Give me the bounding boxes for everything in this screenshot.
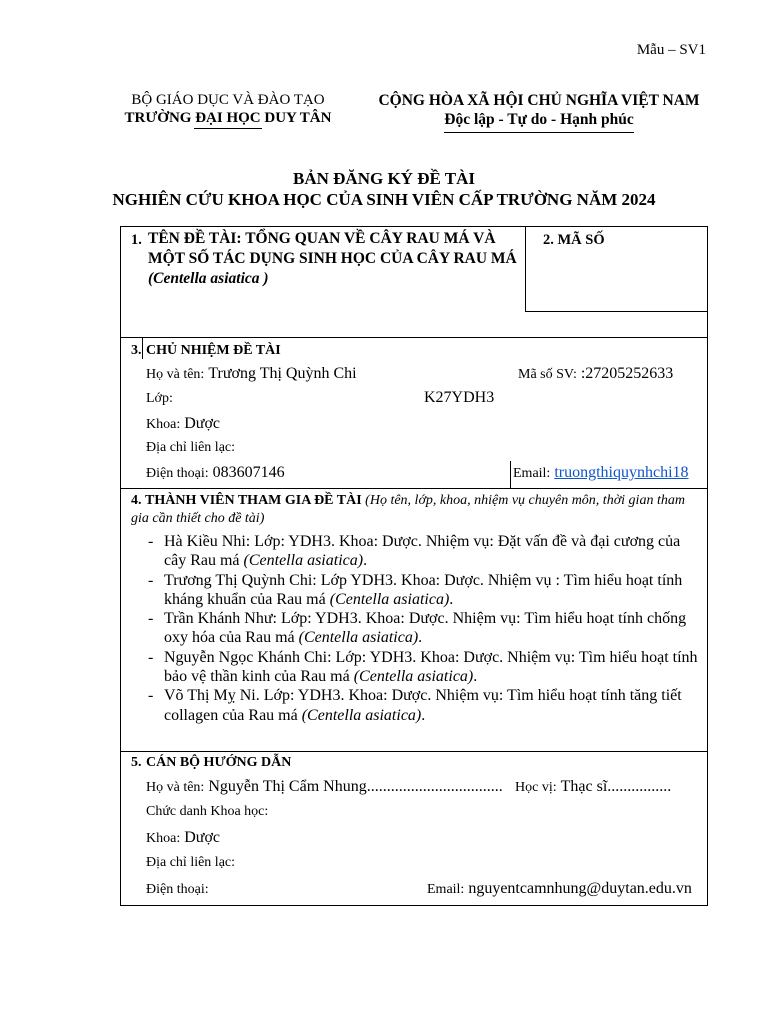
member-end: .: [473, 668, 478, 686]
advisor-degree-label: Học vị:: [515, 780, 557, 795]
advisor-address-label: Địa chỉ liên lạc:: [146, 855, 236, 870]
advisor-name-value: Nguyễn Thị Cẩm Nhung..................................: [208, 778, 503, 795]
advisor-name-label: Họ và tên:: [146, 780, 205, 795]
national-motto: Độc lập - Tự do - Hạnh phúc: [444, 111, 634, 128]
ministry-name: BỘ GIÁO DỤC VÀ ĐÀO TẠO: [131, 92, 325, 108]
topic-text: TỔNG QUAN VỀ CÂY RAU MÁ VÀ MỘT SỐ TÁC DỤNG SINH HỌC CỦA CÂY RAU MÁ: [148, 230, 517, 267]
member-text: Nguyễn Ngọc Khánh Chi: Lớp: YDH3. Khoa: Dược. Nhiệm vụ: Tìm hiểu hoạt tính bảo vệ thần kinh của Rau má: [164, 648, 698, 686]
topic-title: [148, 229, 518, 289]
member-end: .: [418, 629, 423, 647]
form-code: Mẫu – SV1: [636, 42, 706, 58]
lead-name-row: [146, 365, 357, 383]
document-title: [0, 168, 768, 210]
advisor-title-label: Chức danh Khoa học:: [146, 804, 269, 819]
section1-number: 1.: [131, 232, 142, 248]
list-item: - Hà Kiều Nhi: Lớp: YDH3. Khoa: Dược. Nhiệm vụ: Đặt vấn đề và đại cương của cây Rau má (Centella asiatica).: [148, 533, 681, 570]
section4-heading-block: [131, 492, 703, 528]
lead-name-label: Họ và tên:: [146, 367, 205, 382]
advisor-faculty-label: Khoa:: [146, 831, 181, 846]
topic-label: TÊN ĐỀ TÀI:: [148, 230, 242, 247]
lead-phone-label: Điện thoại:: [146, 466, 209, 481]
lead-faculty-row: [146, 415, 220, 433]
member-latin: (Centella asiatica): [301, 706, 422, 724]
lead-email-label: Email:: [513, 466, 551, 481]
student-id-label: Mã số SV:: [518, 367, 577, 382]
header-left: [110, 91, 346, 129]
section5-heading: CÁN BỘ HƯỚNG DẪN: [146, 755, 292, 770]
section4-number: 4.: [131, 493, 142, 508]
topic-latin-name: (Centella asiatica ): [148, 270, 269, 287]
lead-phone-row: [146, 464, 285, 482]
advisor-email-row: [427, 880, 692, 898]
list-item: - Trần Khánh Như: Lớp: YDH3. Khoa: Dược. Nhiệm vụ: Tìm hiểu hoạt tính chống oxy hóa của Rau má (Centella asiatica).: [148, 610, 687, 647]
section3-number: 3.: [131, 343, 142, 358]
member-latin: (Centella asiatica): [329, 590, 450, 608]
member-latin: (Centella asiatica): [353, 668, 474, 686]
lead-class-label: Lớp:: [146, 391, 173, 406]
member-latin: (Centella asiatica): [298, 629, 419, 647]
list-item: - Trương Thị Quỳnh Chi: Lớp YDH3. Khoa: Dược. Nhiệm vụ : Tìm hiểu hoạt tính kháng khuẩn của Rau má (Centella asiatica).: [148, 571, 683, 608]
lead-faculty-value: Dược: [184, 415, 221, 432]
title-line-1: BẢN ĐĂNG KÝ ĐỀ TÀI: [293, 169, 475, 188]
lead-phone-value: 083607146: [212, 464, 285, 481]
list-item: - Võ Thị Mỵ Ni. Lớp: YDH3. Khoa: Dược. Nhiệm vụ: Tìm hiểu hoạt tính tăng tiết collagen của Rau má (Centella asiatica).: [148, 687, 682, 724]
header-right: [364, 91, 714, 133]
lead-faculty-label: Khoa:: [146, 417, 181, 432]
lead-name-value: Trương Thị Quỳnh Chi: [208, 365, 357, 382]
advisor-degree-value: Thạc sĩ................: [560, 778, 672, 795]
lead-email-link[interactable]: truongthiquynhchi18: [554, 464, 689, 481]
student-id-value: :27205252633: [580, 365, 674, 382]
header-left-underline: [194, 128, 262, 129]
lead-student-id-row: [518, 365, 673, 383]
advisor-email-value: nguyentcamnhung@duytan.edu.vn: [468, 880, 692, 897]
advisor-phone-label: Điện thoại:: [146, 882, 209, 897]
section5-number: 5.: [131, 755, 142, 770]
advisor-degree-row: [515, 778, 671, 796]
member-text: Trương Thị Quỳnh Chi: Lớp YDH3. Khoa: Dược. Nhiệm vụ : Tìm hiểu hoạt tính kháng khuẩn của Rau má: [164, 571, 683, 608]
country-name: CỘNG HÒA XÃ HỘI CHỦ NGHĨA VIỆT NAM: [378, 92, 700, 109]
member-end: .: [363, 552, 368, 570]
lead-email-row: [513, 464, 689, 482]
lead-class-value: K27YDH3: [424, 389, 495, 406]
member-text: Trần Khánh Như: Lớp: YDH3. Khoa: Dược. Nhiệm vụ: Tìm hiểu hoạt tính chống oxy hóa của Rau má: [164, 610, 687, 647]
advisor-faculty-row: [146, 829, 220, 847]
lead-address-label: Địa chỉ liên lạc:: [146, 440, 236, 455]
code-label: 2. MÃ SỐ: [543, 232, 605, 248]
title-line-2: NGHIÊN CỨU KHOA HỌC CỦA SINH VIÊN CẤP TRƯỜNG NĂM 2024: [112, 190, 656, 209]
section3-heading: CHỦ NHIỆM ĐỀ TÀI: [146, 343, 281, 358]
section3-divider: [142, 337, 143, 359]
member-end: .: [421, 706, 426, 724]
member-latin: (Centella asiatica): [243, 552, 364, 570]
email-divider: [510, 461, 511, 488]
member-list: [148, 532, 700, 725]
header-right-underline: [444, 132, 634, 133]
member-end: .: [449, 590, 454, 608]
list-item: - Nguyễn Ngọc Khánh Chi: Lớp: YDH3. Khoa: Dược. Nhiệm vụ: Tìm hiểu hoạt tính bảo vệ thần kinh của Rau má (Centella asiatica).: [148, 648, 698, 686]
advisor-email-label: Email:: [427, 882, 465, 897]
section4-note: (Họ tên, lớp, khoa, nhiệm vụ chuyên môn, thời gian tham gia cần thiết cho đề tài): [131, 493, 685, 526]
advisor-faculty-value: Dược: [184, 829, 221, 846]
member-text: Võ Thị Mỵ Ni. Lớp: YDH3. Khoa: Dược. Nhiệm vụ: Tìm hiểu hoạt tính tăng tiết collagen của Rau má: [164, 687, 682, 724]
member-text: Hà Kiều Nhi: Lớp: YDH3. Khoa: Dược. Nhiệm vụ: Đặt vấn đề và đại cương của cây Rau má: [164, 533, 681, 570]
advisor-name-row: [146, 778, 503, 796]
section4-heading: THÀNH VIÊN THAM GIA ĐỀ TÀI: [145, 493, 362, 508]
university-name: TRƯỜNG ĐẠI HỌC DUY TÂN: [124, 110, 332, 126]
